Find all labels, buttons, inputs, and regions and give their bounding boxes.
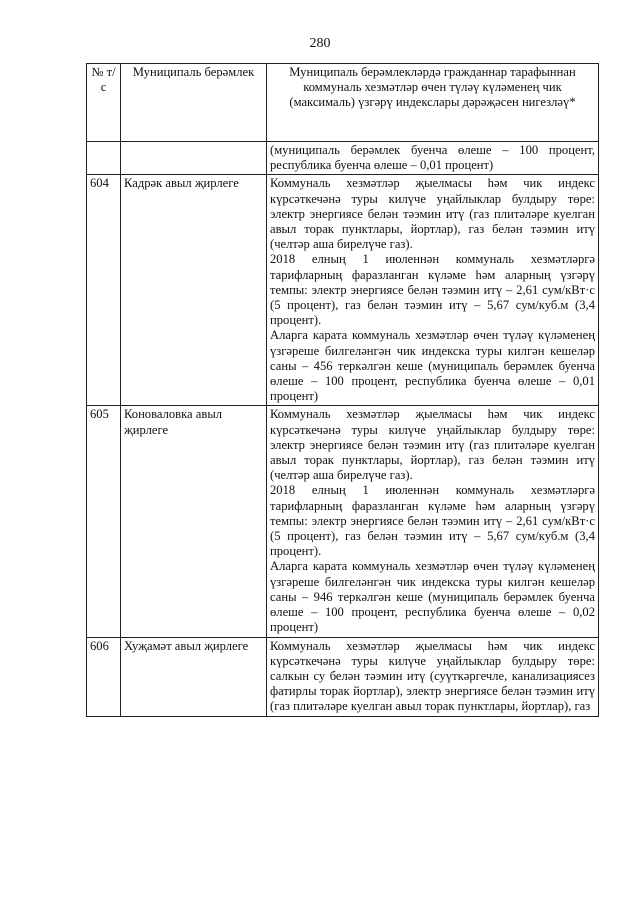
basis-paragraph: Коммуналь хезмәтләр җыелмасы һәм чик индекс күрсәткечәнә туры килүче уңайлыклар булдыру төре: электр энергиясе белән тәэмин итү (газ плитәләре куелган авыл торак пунктлары, йортлар), газ белән тәэмин итү (челтәр аша бирелүче газ). xyxy=(270,176,595,252)
row-municipality xyxy=(121,142,267,175)
table-row xyxy=(87,142,599,175)
row-number: 605 xyxy=(87,406,121,637)
page-number: 280 xyxy=(309,36,331,51)
header-municipality: Муниципаль берәмлек xyxy=(121,64,267,142)
table-header-row xyxy=(87,64,599,142)
header-number: № т/с xyxy=(87,64,121,142)
row-basis xyxy=(267,406,599,637)
row-municipality: Коноваловка авыл җирлеге xyxy=(121,406,267,637)
table-row xyxy=(87,175,599,406)
basis-paragraph: Аларга карата коммуналь хезмәтләр өчен түләү күләменең үзгәреше билгеләнгән чик индекска туры килгән кешеләр саны – 456 теркәлгән кеше (муниципаль берәмлек буенча өлеше – 100 процент, республика буенча өлеше – 0,01 процент) xyxy=(270,328,595,404)
municipality-index-table xyxy=(86,63,599,717)
basis-paragraph: (муниципаль берәмлек буенча өлеше – 100 процент, республика буенча өлеше – 0,01 процент) xyxy=(270,143,595,173)
row-number: 604 xyxy=(87,175,121,406)
basis-paragraph: Коммуналь хезмәтләр җыелмасы һәм чик индекс күрсәткечәнә туры килүче уңайлыклар булдыру төре: электр энергиясе белән тәэмин итү (газ плитәләре куелган авыл торак пунктлары, йортлар), газ белән тәэмин итү (челтәр аша бирелүче газ). xyxy=(270,407,595,483)
row-municipality: Кадрәк авыл җирлеге xyxy=(121,175,267,406)
table-row xyxy=(87,406,599,637)
header-basis: Муниципаль берәмлекләрдә гражданнар тарафыннан коммуналь хезмәтләр өчен түләү күләменең чик (максималь) үзгәрү индекслары дәрәҗәсен нигезләү* xyxy=(267,64,599,142)
row-basis xyxy=(267,637,599,716)
basis-paragraph: Аларга карата коммуналь хезмәтләр өчен түләү күләменең үзгәреше билгеләнгән чик индекска туры килгән кешеләр саны – 946 теркәлгән кеше (муниципаль берәмлек буенча өлеше – 100 процент, республика буенча өлеше – 0,02 процент) xyxy=(270,559,595,635)
row-number xyxy=(87,142,121,175)
basis-paragraph: 2018 елның 1 июленнән коммуналь хезмәтләргә тарифларның фаразланган күләме һәм аларның үзгәрү темпы: электр энергиясе белән тәэмин итү – 2,61 сум/кВт·с (5 процент), газ белән тәэмин итү – 5,67 сум/куб.м (3,4 процент). xyxy=(270,483,595,559)
basis-paragraph: Коммуналь хезмәтләр җыелмасы һәм чик индекс күрсәткечәнә туры килүче уңайлыклар булдыру төре: салкын су белән тәэмин итү (суүткәргечле, канализациясез фатирлы торак йортлар), электр энергиясе белән тәэмин итү (газ плитәләре куелган авыл торак пунктлары, йортлар), газ xyxy=(270,638,595,714)
basis-paragraph: 2018 елның 1 июленнән коммуналь хезмәтләргә тарифларның фаразланган күләме һәм аларның үзгәрү темпы: электр энергиясе белән тәэмин итү – 2,61 сум/кВт·с (5 процент), газ белән тәэмин итү – 5,67 сум/куб.м (3,4 процент). xyxy=(270,252,595,328)
row-number: 606 xyxy=(87,637,121,716)
row-basis xyxy=(267,142,599,175)
row-municipality: Хуҗамәт авыл җирлеге xyxy=(121,637,267,716)
table-row xyxy=(87,637,599,716)
row-basis xyxy=(267,175,599,406)
table-body xyxy=(87,142,599,717)
